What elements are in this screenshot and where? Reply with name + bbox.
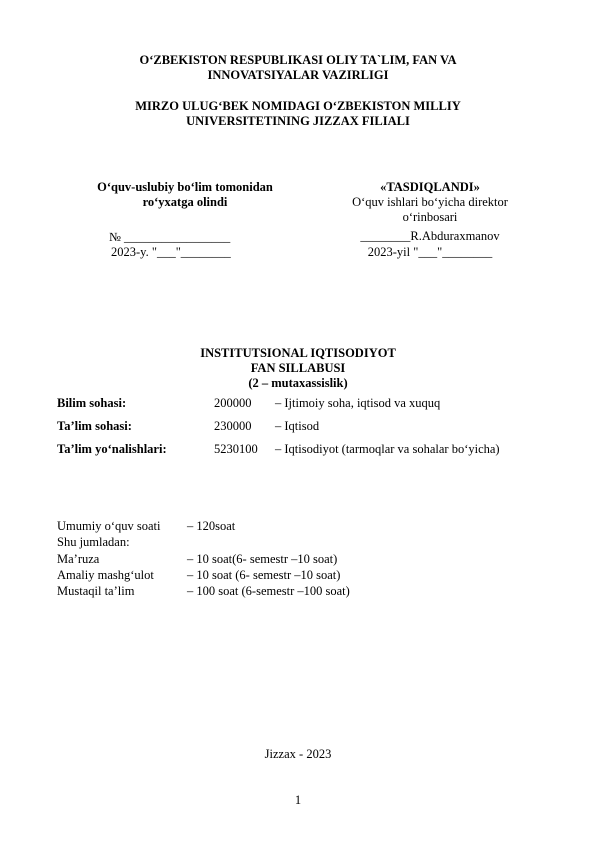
ministry-name-line1: O‘ZBEKISTON RESPUBLIKASI OLIY TA`LIM, FAN VA [139, 53, 457, 67]
lecture-value: – 10 soat(6- semestr –10 soat) [187, 552, 338, 566]
approved-title: «TASDIQLANDI» [380, 180, 480, 194]
field-label: Bilim sohasi: [57, 396, 127, 410]
field-description: – Iqtisodiyot (tarmoqlar va sohalar bo‘yicha) [275, 442, 500, 456]
total-hours-value: – 120soat [187, 519, 236, 533]
field-label: Ta’lim sohasi: [57, 419, 132, 433]
registration-dept-line1: O‘quv-uslubiy bo‘lim tomonidan [97, 180, 273, 194]
field-row-knowledge-area [57, 395, 556, 411]
syllabus-subtitle: FAN SILLABUSI [250, 361, 346, 375]
approver-position-line1: O‘quv ishlari bo‘yicha direktor [352, 195, 508, 209]
field-code: 200000 [214, 396, 252, 410]
field-code: 230000 [214, 419, 252, 433]
field-row-education-direction [57, 441, 556, 457]
place-year: Jizzax - 2023 [264, 747, 332, 761]
practice-value: – 10 soat (6- semestr –10 soat) [187, 568, 341, 582]
approver-signature-line: ________R.Abduraxmanov [360, 229, 500, 243]
page-number: 1 [294, 793, 302, 807]
total-hours-label: Umumiy o‘quv soati [57, 519, 161, 533]
registration-date-line: 2023-y. "___"________ [111, 245, 231, 259]
ministry-name-line2: INNOVATSIYALAR VAZIRLIGI [207, 68, 389, 82]
lecture-label: Ma’ruza [57, 552, 100, 566]
specialization-label: (2 – mutaxassislik) [248, 376, 348, 390]
independent-study-value: – 100 soat (6-semestr –100 soat) [187, 584, 350, 598]
university-name-line1: MIRZO ULUG‘BEK NOMIDAGI O‘ZBEKISTON MILLIY [135, 99, 461, 113]
including-label: Shu jumladan: [57, 535, 130, 549]
course-title: INSTITUTSIONAL IQTISODIYOT [200, 346, 396, 360]
field-code: 5230100 [214, 442, 258, 456]
registration-number-line: № _________________ [109, 230, 231, 244]
field-row-education-area [57, 418, 556, 434]
independent-study-label: Mustaqil ta’lim [57, 584, 135, 598]
field-description: – Ijtimoiy soha, iqtisod va xuquq [275, 396, 441, 410]
university-name-line2: UNIVERSITETINING JIZZAX FILIALI [186, 114, 410, 128]
registration-dept-line2: ro‘yxatga olindi [142, 195, 228, 209]
hours-block [57, 519, 557, 604]
field-description: – Iqtisod [275, 419, 320, 433]
approver-position-line2: o‘rinbosari [402, 210, 458, 224]
field-label: Ta’lim yo‘nalishlari: [57, 442, 167, 456]
practice-label: Amaliy mashg‘ulot [57, 568, 154, 582]
approval-date-line: 2023-yil "___"________ [367, 245, 493, 259]
